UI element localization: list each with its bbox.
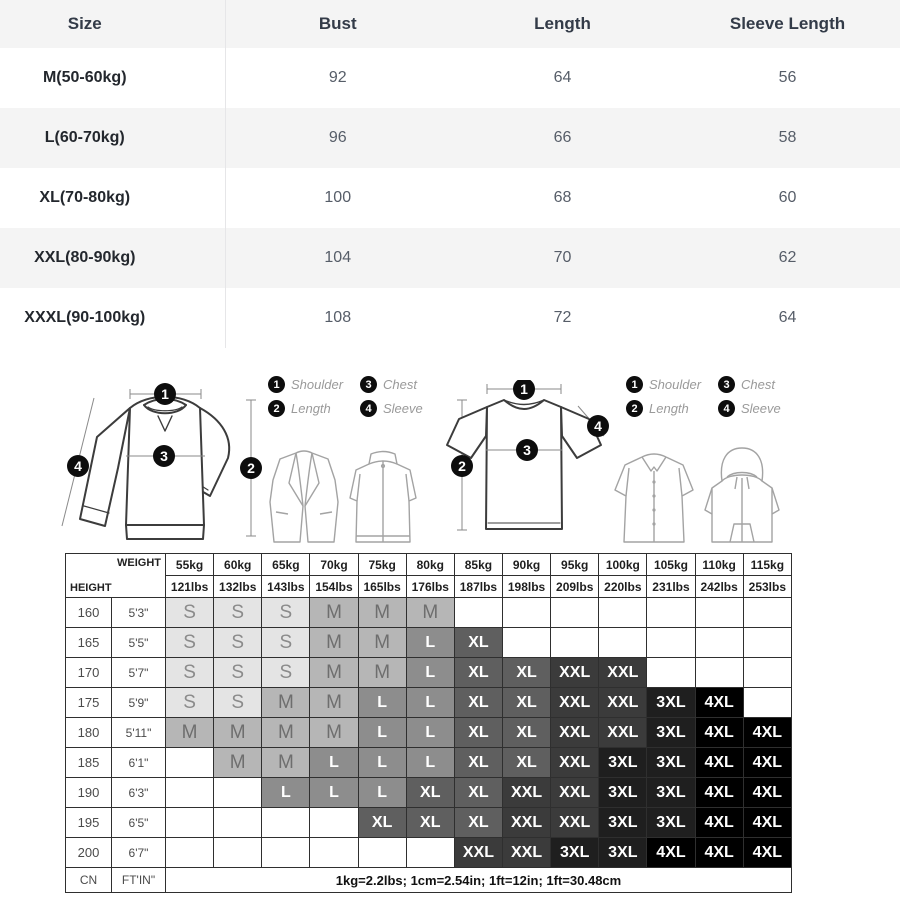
height-cm-cell: 165	[66, 628, 112, 658]
empty-size-cell	[214, 838, 262, 868]
recommended-size-cell: XXL	[599, 658, 647, 688]
size-table-column-header: Bust	[225, 0, 450, 48]
recommended-size-cell: XXL	[551, 718, 599, 748]
weight-lbs-header: 187lbs	[454, 576, 502, 598]
weight-kg-header: 70kg	[310, 554, 358, 576]
number-badge: 4	[360, 400, 377, 417]
measurement-value-cell: 64	[553, 69, 572, 86]
footer-row	[66, 868, 792, 893]
recommended-size-cell: 4XL	[695, 718, 743, 748]
empty-size-cell	[695, 658, 743, 688]
recommended-size-cell: 4XL	[695, 808, 743, 838]
weight-kg-header: 95kg	[551, 554, 599, 576]
recommended-size-cell: M	[310, 658, 358, 688]
legend-item-chest	[360, 376, 430, 393]
empty-size-cell	[310, 838, 358, 868]
empty-size-cell	[358, 838, 406, 868]
recommended-size-cell: XXL	[551, 658, 599, 688]
weight-lbs-header: 242lbs	[695, 576, 743, 598]
recommended-size-cell: XL	[454, 718, 502, 748]
recommended-size-cell: 4XL	[695, 688, 743, 718]
size-label-cell: XXXL(90-100kg)	[0, 288, 225, 348]
legend-item-sleeve	[360, 400, 430, 417]
marker-number: 2	[458, 458, 466, 474]
recommended-size-cell: 3XL	[599, 748, 647, 778]
height-row	[66, 778, 792, 808]
recommended-size-cell: S	[262, 598, 310, 628]
recommended-size-cell: M	[166, 718, 214, 748]
ftin-unit-label: FT'IN"	[112, 868, 166, 893]
marker-shoulder	[154, 383, 176, 405]
recommended-size-cell: L	[358, 748, 406, 778]
measurement-value-cell: 60	[778, 189, 797, 206]
recommended-size-cell: M	[214, 718, 262, 748]
recommended-size-cell: XXL	[551, 748, 599, 778]
empty-size-cell	[166, 778, 214, 808]
marker-number: 1	[520, 381, 528, 397]
number-badge: 1	[626, 376, 643, 393]
recommended-size-cell: M	[358, 628, 406, 658]
empty-size-cell	[502, 628, 550, 658]
legend-item-length	[268, 400, 360, 417]
recommended-size-cell: S	[166, 658, 214, 688]
recommended-size-cell: XL	[454, 628, 502, 658]
empty-size-cell	[695, 628, 743, 658]
recommended-size-cell: 4XL	[695, 838, 743, 868]
weight-lbs-header: 231lbs	[647, 576, 695, 598]
weight-kg-header: 110kg	[695, 554, 743, 576]
long-sleeve-top-diagram	[58, 378, 268, 550]
legend-label: Shoulder	[291, 377, 344, 392]
empty-size-cell	[262, 808, 310, 838]
recommended-size-cell: XL	[502, 658, 550, 688]
recommended-size-cell: M	[310, 718, 358, 748]
legend-label: Chest	[383, 377, 417, 392]
recommended-size-cell: XL	[358, 808, 406, 838]
legend-item-chest	[718, 376, 788, 393]
recommended-size-cell: M	[406, 598, 454, 628]
recommended-size-cell: XL	[502, 688, 550, 718]
size-matrix-body	[66, 598, 792, 868]
height-row	[66, 628, 792, 658]
recommended-size-cell: S	[214, 598, 262, 628]
size-table-column-header: Size	[0, 0, 225, 48]
size-label-cell: L(60-70kg)	[0, 108, 225, 168]
legend-label: Sleeve	[741, 401, 781, 416]
empty-size-cell	[406, 838, 454, 868]
recommended-size-cell: 4XL	[743, 748, 791, 778]
recommended-size-cell: 4XL	[743, 838, 791, 868]
sweatshirt-drawing	[80, 397, 229, 539]
recommended-size-cell: 3XL	[599, 838, 647, 868]
weight-lbs-header: 121lbs	[166, 576, 214, 598]
recommended-size-cell: M	[310, 688, 358, 718]
height-cm-cell: 185	[66, 748, 112, 778]
height-weight-corner-cell	[66, 554, 166, 598]
recommended-size-cell: L	[262, 778, 310, 808]
recommended-size-cell: XXL	[502, 778, 550, 808]
empty-size-cell	[166, 838, 214, 868]
empty-size-cell	[454, 598, 502, 628]
hoodie-icon	[700, 444, 784, 550]
recommended-size-cell: 4XL	[743, 778, 791, 808]
measurement-value-cell: 66	[553, 129, 572, 146]
recommended-size-cell: M	[262, 718, 310, 748]
measurement-value-cell: 104	[324, 249, 352, 266]
empty-size-cell	[743, 628, 791, 658]
number-badge: 3	[718, 376, 735, 393]
height-cm-cell: 195	[66, 808, 112, 838]
weight-lbs-header: 176lbs	[406, 576, 454, 598]
recommended-size-cell: 4XL	[695, 778, 743, 808]
recommended-size-cell: 4XL	[743, 718, 791, 748]
number-badge: 4	[718, 400, 735, 417]
measurement-value-cell: 108	[324, 309, 352, 326]
number-badge: 2	[268, 400, 285, 417]
empty-size-cell	[743, 598, 791, 628]
marker-chest	[153, 445, 175, 467]
recommended-size-cell: XL	[454, 748, 502, 778]
weight-lbs-header: 143lbs	[262, 576, 310, 598]
number-badge: 3	[360, 376, 377, 393]
height-row	[66, 808, 792, 838]
size-table-row	[0, 108, 900, 168]
legend-label: Length	[291, 401, 331, 416]
height-row	[66, 718, 792, 748]
recommended-size-cell: 4XL	[695, 748, 743, 778]
weight-kg-header: 80kg	[406, 554, 454, 576]
height-ftin-cell: 6'1"	[112, 748, 166, 778]
number-badge: 1	[268, 376, 285, 393]
measurement-value-cell: 70	[553, 249, 572, 266]
recommended-size-cell: M	[358, 658, 406, 688]
recommended-size-cell: S	[166, 598, 214, 628]
height-cm-cell: 180	[66, 718, 112, 748]
measurement-value-cell: 92	[328, 69, 347, 86]
recommended-size-cell: M	[358, 598, 406, 628]
size-label-cell: XL(70-80kg)	[0, 168, 225, 228]
recommended-size-cell: XL	[454, 688, 502, 718]
marker-sleeve	[587, 415, 609, 437]
empty-size-cell	[647, 628, 695, 658]
measurement-value-cell: 96	[328, 129, 347, 146]
weight-kg-header: 100kg	[599, 554, 647, 576]
recommended-size-cell: L	[406, 658, 454, 688]
recommended-size-cell: XXL	[551, 778, 599, 808]
legend-item-shoulder	[626, 376, 718, 393]
size-matrix-header	[66, 554, 792, 598]
empty-size-cell	[214, 778, 262, 808]
size-table-row	[0, 168, 900, 228]
height-row	[66, 658, 792, 688]
empty-size-cell	[166, 748, 214, 778]
recommended-size-cell: 3XL	[647, 688, 695, 718]
height-cm-cell: 200	[66, 838, 112, 868]
recommended-size-cell: M	[310, 598, 358, 628]
height-ftin-cell: 5'7"	[112, 658, 166, 688]
empty-size-cell	[166, 808, 214, 838]
marker-number: 3	[160, 448, 168, 464]
height-ftin-cell: 5'9"	[112, 688, 166, 718]
weight-kg-header: 60kg	[214, 554, 262, 576]
recommended-size-cell: S	[262, 658, 310, 688]
recommended-size-cell: S	[262, 628, 310, 658]
marker-chest	[516, 439, 538, 461]
recommended-size-cell: XL	[502, 748, 550, 778]
measurement-value-cell: 64	[778, 309, 797, 326]
size-label-cell: M(50-60kg)	[0, 48, 225, 108]
measurement-legend-right	[626, 376, 788, 417]
size-table-header	[0, 0, 900, 48]
recommended-size-cell: M	[214, 748, 262, 778]
height-row	[66, 688, 792, 718]
recommended-size-cell: XL	[406, 808, 454, 838]
recommended-size-cell: L	[406, 718, 454, 748]
recommended-size-cell: XXL	[454, 838, 502, 868]
recommended-size-cell: XL	[406, 778, 454, 808]
empty-size-cell	[262, 838, 310, 868]
recommended-size-cell: XXL	[502, 808, 550, 838]
empty-size-cell	[647, 658, 695, 688]
measurement-legend-left	[268, 376, 430, 417]
empty-size-cell	[599, 628, 647, 658]
weight-lbs-header: 198lbs	[502, 576, 550, 598]
size-label-cell: XXL(80-90kg)	[0, 228, 225, 288]
recommended-size-cell: S	[166, 628, 214, 658]
recommended-size-cell: XL	[454, 658, 502, 688]
recommended-size-cell: L	[358, 688, 406, 718]
size-table-row	[0, 48, 900, 108]
height-axis-label: HEIGHT	[70, 582, 112, 594]
height-row	[66, 748, 792, 778]
size-table-header-row	[0, 0, 900, 48]
recommended-size-cell: L	[358, 778, 406, 808]
height-cm-cell: 175	[66, 688, 112, 718]
size-table-row	[0, 228, 900, 288]
height-ftin-cell: 6'7"	[112, 838, 166, 868]
recommended-size-cell: 3XL	[647, 748, 695, 778]
marker-length	[240, 457, 262, 479]
marker-shoulder	[513, 380, 535, 400]
marker-number: 3	[523, 442, 531, 458]
weight-lbs-header: 220lbs	[599, 576, 647, 598]
legend-label: Chest	[741, 377, 775, 392]
recommended-size-cell: S	[214, 628, 262, 658]
size-table-column-header: Sleeve Length	[675, 0, 900, 48]
legend-label: Shoulder	[649, 377, 702, 392]
recommended-size-cell: M	[262, 748, 310, 778]
recommended-size-cell: XL	[502, 718, 550, 748]
height-cm-cell: 170	[66, 658, 112, 688]
size-matrix-table	[65, 553, 792, 893]
weight-kg-header: 65kg	[262, 554, 310, 576]
zip-jacket-icon	[344, 446, 422, 550]
height-ftin-cell: 5'3"	[112, 598, 166, 628]
weight-kg-header: 75kg	[358, 554, 406, 576]
measurement-value-cell: 62	[778, 249, 797, 266]
weight-lbs-row	[66, 576, 792, 598]
empty-size-cell	[310, 808, 358, 838]
legend-item-length	[626, 400, 718, 417]
empty-size-cell	[695, 598, 743, 628]
recommended-size-cell: S	[214, 658, 262, 688]
legend-item-sleeve	[718, 400, 788, 417]
height-ftin-cell: 6'5"	[112, 808, 166, 838]
empty-size-cell	[214, 808, 262, 838]
marker-number: 4	[594, 418, 602, 434]
cn-unit-label: CN	[66, 868, 112, 893]
recommended-size-cell: 3XL	[647, 778, 695, 808]
recommended-size-cell: 3XL	[599, 808, 647, 838]
size-table-body	[0, 48, 900, 348]
weight-kg-header: 115kg	[743, 554, 791, 576]
recommended-size-cell: 3XL	[647, 718, 695, 748]
legend-label: Length	[649, 401, 689, 416]
measurement-value-cell: 56	[778, 69, 797, 86]
measurement-value-cell: 68	[553, 189, 572, 206]
recommended-size-cell: L	[406, 748, 454, 778]
size-table-row	[0, 288, 900, 348]
weight-kg-header: 55kg	[166, 554, 214, 576]
weight-lbs-header: 209lbs	[551, 576, 599, 598]
empty-size-cell	[647, 598, 695, 628]
weight-kg-header: 90kg	[502, 554, 550, 576]
empty-size-cell	[599, 598, 647, 628]
weight-lbs-header: 154lbs	[310, 576, 358, 598]
height-ftin-cell: 6'3"	[112, 778, 166, 808]
empty-size-cell	[743, 688, 791, 718]
empty-size-cell	[502, 598, 550, 628]
marker-length	[451, 455, 473, 477]
height-row	[66, 598, 792, 628]
weight-kg-row	[66, 554, 792, 576]
recommended-size-cell: XXL	[599, 718, 647, 748]
recommended-size-cell: XXL	[502, 838, 550, 868]
empty-size-cell	[743, 658, 791, 688]
marker-number: 1	[161, 386, 169, 402]
marker-number: 2	[247, 460, 255, 476]
recommended-size-cell: L	[310, 778, 358, 808]
weight-kg-header: 85kg	[454, 554, 502, 576]
height-ftin-cell: 5'5"	[112, 628, 166, 658]
recommended-size-cell: 3XL	[647, 808, 695, 838]
recommended-size-cell: 4XL	[647, 838, 695, 868]
height-cm-cell: 160	[66, 598, 112, 628]
size-matrix-footer	[66, 868, 792, 893]
legend-label: Sleeve	[383, 401, 423, 416]
short-sleeve-top-diagram	[438, 380, 638, 550]
recommended-size-cell: XL	[454, 778, 502, 808]
recommended-size-cell: 3XL	[551, 838, 599, 868]
recommended-size-cell: XXL	[551, 688, 599, 718]
recommended-size-cell: M	[310, 628, 358, 658]
empty-size-cell	[551, 598, 599, 628]
recommended-size-cell: S	[166, 688, 214, 718]
recommended-size-cell: L	[310, 748, 358, 778]
recommended-size-cell: M	[262, 688, 310, 718]
recommended-size-cell: 4XL	[743, 808, 791, 838]
marker-number: 4	[74, 458, 82, 474]
height-ftin-cell: 5'11"	[112, 718, 166, 748]
recommended-size-cell: XXL	[599, 688, 647, 718]
weight-lbs-header: 253lbs	[743, 576, 791, 598]
recommended-size-cell: XL	[454, 808, 502, 838]
recommended-size-cell: S	[214, 688, 262, 718]
weight-lbs-header: 165lbs	[358, 576, 406, 598]
recommended-size-cell: 3XL	[599, 778, 647, 808]
recommended-size-cell: XXL	[551, 808, 599, 838]
legend-item-shoulder	[268, 376, 360, 393]
empty-size-cell	[551, 628, 599, 658]
measurement-value-cell: 72	[553, 309, 572, 326]
marker-sleeve	[67, 455, 89, 477]
button-shirt-icon	[610, 450, 698, 550]
height-row	[66, 838, 792, 868]
size-table	[0, 0, 900, 348]
measurement-value-cell: 58	[778, 129, 797, 146]
weight-lbs-header: 132lbs	[214, 576, 262, 598]
weight-kg-header: 105kg	[647, 554, 695, 576]
measurement-value-cell: 100	[324, 189, 352, 206]
blazer-icon	[266, 446, 342, 550]
size-table-column-header: Length	[450, 0, 675, 48]
conversion-note: 1kg=2.2lbs; 1cm=2.54in; 1ft=12in; 1ft=30.48cm	[166, 868, 792, 893]
weight-axis-label: WEIGHT	[117, 557, 161, 569]
recommended-size-cell: L	[406, 688, 454, 718]
recommended-size-cell: L	[358, 718, 406, 748]
height-cm-cell: 190	[66, 778, 112, 808]
recommended-size-cell: L	[406, 628, 454, 658]
number-badge: 2	[626, 400, 643, 417]
